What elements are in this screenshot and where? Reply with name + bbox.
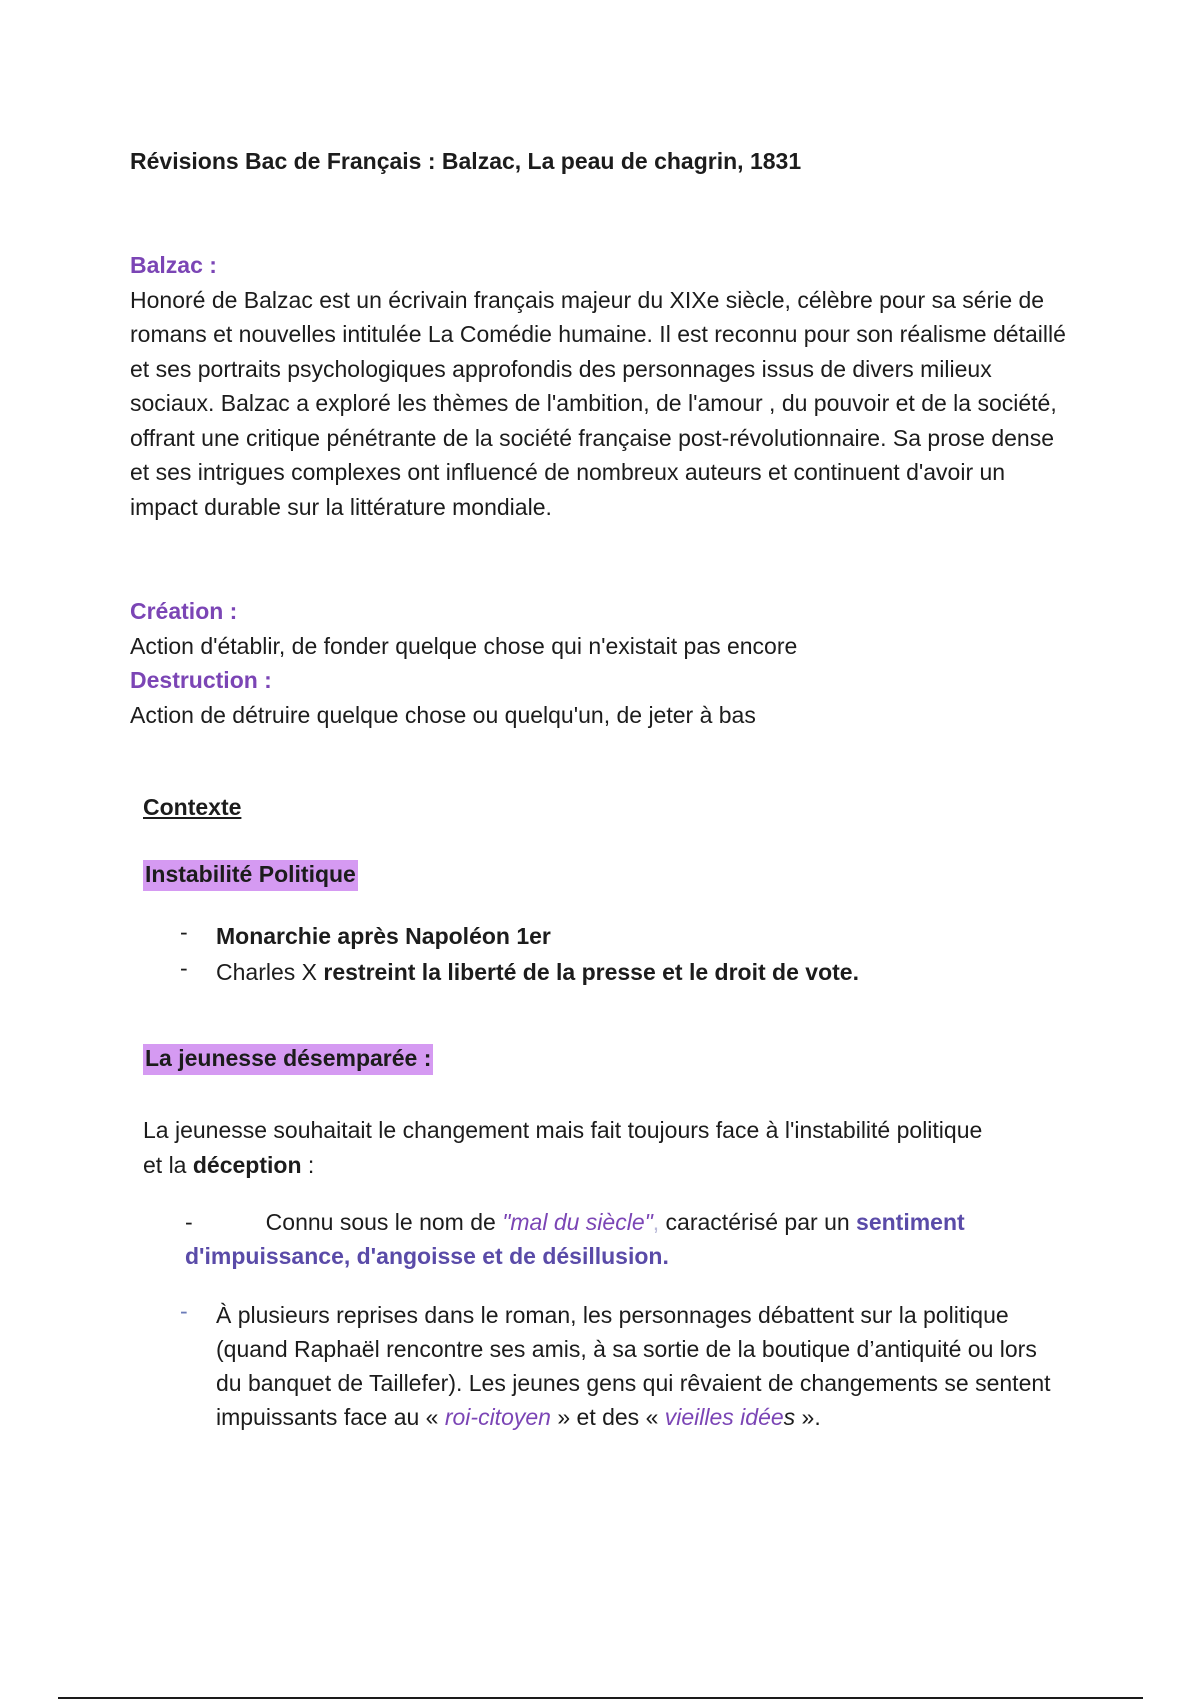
page-bottom-rule — [58, 1697, 1143, 1699]
bullet-dash: - — [180, 919, 188, 945]
destruction-heading: Destruction : — [130, 667, 272, 693]
destruction-text: Action de détruire quelque chose ou quelqu'un, de jeter à bas — [130, 701, 756, 728]
roi-citoyen: roi-citoyen — [444, 1404, 551, 1430]
youth-bullet-1-bold-1: sentiment — [856, 1209, 965, 1235]
youth-bullet-2-b: » et des « — [550, 1404, 665, 1430]
bullet-dash: - — [180, 955, 188, 981]
youth-intro-end: : — [301, 1151, 315, 1178]
balzac-text: Honoré de Balzac est un écrivain français majeur du XIXe siècle, célèbre pour sa série de romans et nouvelles intitulée La Comédie humaine. Il est reconnu pour son réalisme détaillé et ses portraits psychologiques approfondis des personnages issus de divers milieux sociaux. Balzac a exploré les thèmes de l'ambition, de l'amour , du pouvoir et de la société, offrant une critique pénétrante de la société française post-révolutionnaire. Sa prose dense et ses intrigues complexes ont influencé de nombreux auteurs et continuent d'avoir un impact durable sur la littérature mondiale. — [130, 286, 1066, 520]
youth-heading: La jeunesse désemparée : — [143, 1044, 433, 1075]
youth-intro-plain: La jeunesse souhaitait le changement mais fait toujours face à l'instabilité politique et la — [143, 1117, 983, 1178]
instability-bullet-2 — [216, 955, 1096, 989]
mal-du-siecle-quote: "mal du siècle" — [502, 1209, 653, 1235]
youth-bullet-1-comma: , — [652, 1209, 660, 1235]
youth-bullet-2 — [216, 1298, 1056, 1434]
context-heading: Contexte — [143, 794, 242, 820]
vieilles-idees-s: s — [783, 1404, 796, 1430]
bullet-dash: - — [180, 1298, 188, 1324]
youth-bullet-1 — [185, 1205, 1045, 1273]
document-title: Révisions Bac de Français : Balzac, La peau de chagrin, 1831 — [130, 148, 802, 174]
balzac-heading: Balzac : — [130, 252, 217, 278]
youth-bullet-1-b: caractérisé par un — [659, 1209, 857, 1235]
creation-text: Action d'établir, de fonder quelque chose qui n'existait pas encore — [130, 632, 798, 659]
youth-intro-bold: déception — [192, 1151, 302, 1178]
youth-bullet-1-a: Connu sous le nom de — [265, 1209, 503, 1235]
bullet-2-bold: restreint la liberté de la presse et le droit de vote. — [323, 959, 859, 985]
instability-heading: Instabilité Politique — [143, 860, 358, 891]
bullet-2-plain: Charles X — [216, 959, 324, 985]
creation-heading: Création : — [130, 598, 238, 624]
vieilles-idees: vieilles idée — [664, 1404, 784, 1430]
instability-bullet-1: Monarchie après Napoléon 1er — [216, 923, 551, 949]
youth-bullet-1-bold-2: d'impuissance, d'angoisse et de désillusion. — [185, 1243, 669, 1269]
youth-bullet-2-a: À plusieurs reprises dans le roman, les personnages débattent sur la politique (quand Raphaël rencontre ses amis, à sa sortie de la boutique d’antiquité ou lors du banquet de Taillefer). Les jeunes gens qui rêvaient de changements se sentent impuissants face au « — [216, 1302, 1051, 1430]
youth-bullet-2-end: ». — [795, 1404, 821, 1430]
youth-intro — [143, 1113, 1003, 1182]
definitions-section — [130, 594, 1070, 732]
bullet-dash: - — [185, 1209, 193, 1235]
balzac-section — [130, 248, 1070, 524]
